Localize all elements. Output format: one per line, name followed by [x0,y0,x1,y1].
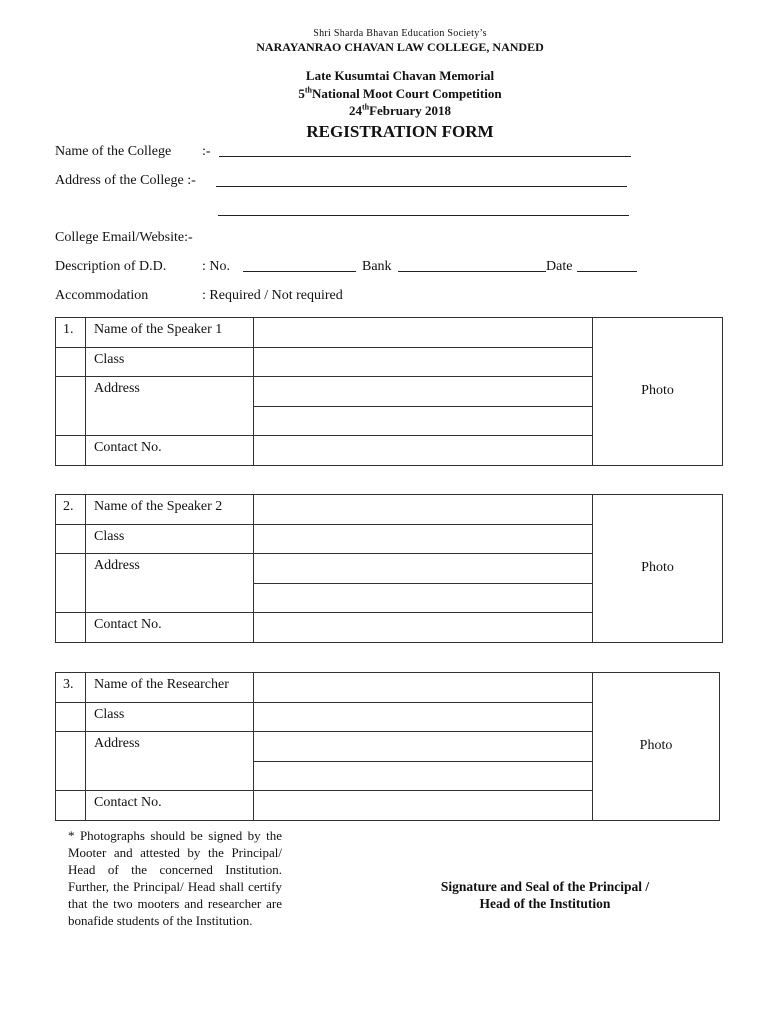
class-label: Class [86,702,254,732]
section-number: 3. [56,673,86,703]
memorial-title: Late Kusumtai Chavan Memorial [305,68,495,83]
college-name-label: Name of the College [55,144,172,159]
contact-input[interactable] [254,791,593,821]
address-label: Address [86,732,254,791]
class-input[interactable] [254,524,593,554]
competition-title: 5thNational Moot Court Competition [298,85,502,101]
address-label: Address [86,554,254,613]
signature-block [400,878,690,912]
college-address-line-1[interactable] [216,186,627,187]
speaker-name-label: Name of the Speaker 2 [86,495,254,525]
researcher-name-input[interactable] [254,673,593,703]
class-label: Class [86,347,254,377]
address-input-1[interactable] [254,554,593,584]
class-input[interactable] [254,702,593,732]
speaker-name-input[interactable] [254,495,593,525]
speaker-2-table [55,494,723,643]
contact-label: Contact No. [86,791,254,821]
photograph-note: * Photographs should be signed by the Mooter and attested by the Principal/ Head of the concerned Institution. Further, the Principal/ Head shall certify that the two mooters and researcher are bonafide students of the Institution. [68,828,282,928]
college-name-line[interactable] [219,156,631,157]
contact-label: Contact No. [86,613,254,643]
dd-date-label: Date [546,259,573,274]
photo-box[interactable]: Photo [593,318,723,466]
dd-bank-label: Bank [362,259,392,274]
college-name-separator: :- [202,144,211,159]
contact-input[interactable] [254,436,593,466]
address-input-1[interactable] [254,377,593,407]
researcher-table [55,672,720,821]
society-name: Shri Sharda Bhavan Education Society’s [313,28,487,39]
contact-label: Contact No. [86,436,254,466]
form-title: REGISTRATION FORM [306,122,494,141]
photo-box[interactable]: Photo [593,495,723,643]
dd-number-label: : No. [202,259,230,274]
college-name: NARAYANRAO CHAVAN LAW COLLEGE, NANDED [256,40,544,54]
signature-line-1: Signature and Seal of the Principal / [440,879,650,894]
college-address-label: Address of the College :- [55,173,196,188]
researcher-name-label: Name of the Researcher [86,673,254,703]
photo-box[interactable]: Photo [593,673,720,821]
speaker-1-table [55,317,723,466]
section-number: 1. [56,318,86,348]
dd-label: Description of D.D. [55,259,167,274]
college-address-line-2[interactable] [218,215,629,216]
class-label: Class [86,524,254,554]
address-input-2[interactable] [254,761,593,791]
competition-date: 24thFebruary 2018 [348,102,452,118]
class-input[interactable] [254,347,593,377]
accommodation-options: : Required / Not required [202,288,343,303]
contact-input[interactable] [254,613,593,643]
signature-line-2: Head of the Institution [479,896,611,911]
dd-number-line[interactable] [243,271,356,272]
college-email-label: College Email/Website:- [55,230,193,245]
address-input-1[interactable] [254,732,593,762]
dd-bank-line[interactable] [398,271,546,272]
section-number: 2. [56,495,86,525]
address-input-2[interactable] [254,406,593,436]
address-label: Address [86,377,254,436]
speaker-name-input[interactable] [254,318,593,348]
dd-date-line[interactable] [577,271,637,272]
accommodation-label: Accommodation [55,288,149,303]
speaker-name-label: Name of the Speaker 1 [86,318,254,348]
address-input-2[interactable] [254,583,593,613]
